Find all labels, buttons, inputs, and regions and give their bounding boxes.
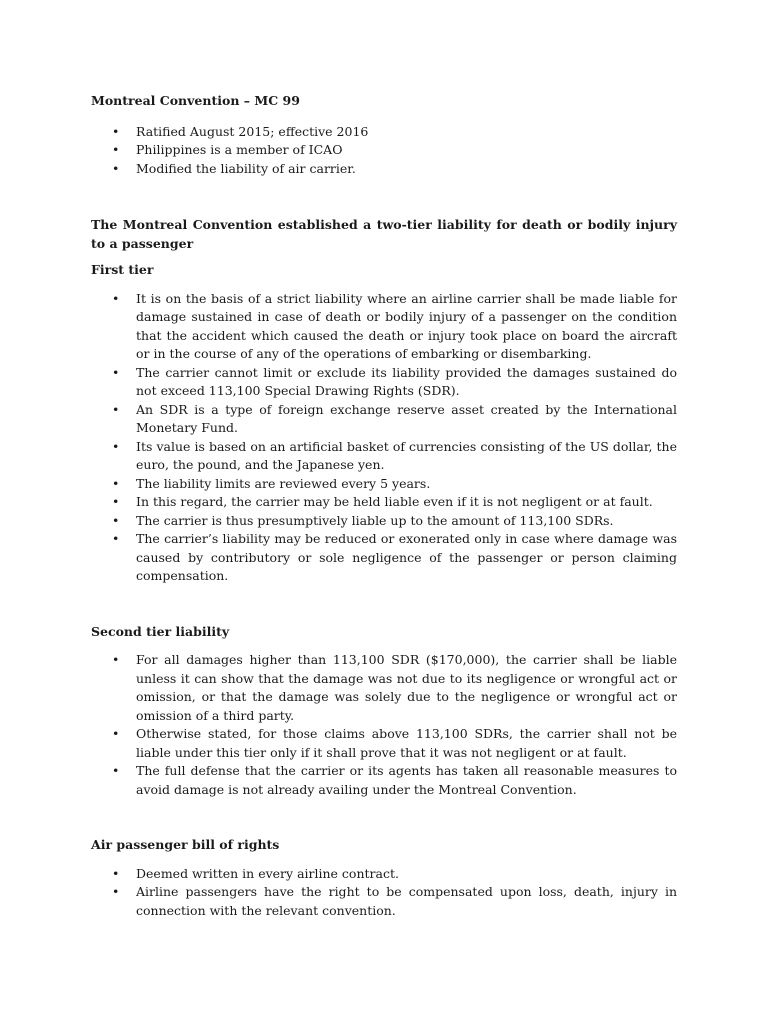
list-item: • Its value is based on an artificial basket of currencies consisting of the US dollar, the euro, the pound, and the Japanese yen. <box>91 438 677 475</box>
montreal-convention-list <box>91 123 677 179</box>
list-item: • The carrier’s liability may be reduced or exonerated only in case where damage was caused by contributory or sole negligence of the passenger or person claiming compensation. <box>91 530 677 586</box>
list-item: • In this regard, the carrier may be held liable even if it is not negligent or at fault. <box>91 493 677 512</box>
list-item: • Deemed written in every airline contract. <box>91 865 677 884</box>
list-item: • The full defense that the carrier or its agents has taken all reasonable measures to avoid damage is not already availing under the Montreal Convention. <box>91 762 677 799</box>
bill-of-rights-list <box>91 865 677 921</box>
montreal-convention-heading: Montreal Convention – MC 99 <box>91 93 300 108</box>
first-tier-heading: First tier <box>91 262 154 277</box>
list-item: • The liability limits are reviewed every 5 years. <box>91 475 677 494</box>
list-item: • Philippines is a member of ICAO <box>91 141 677 160</box>
two-tier-intro-heading: The Montreal Convention established a two-tier liability for death or bodily injury to a passenger <box>91 217 677 251</box>
list-item: • An SDR is a type of foreign exchange reserve asset created by the International Monetary Fund. <box>91 401 677 438</box>
list-item: • Otherwise stated, for those claims above 113,100 SDRs, the carrier shall not be liable under this tier only if it shall prove that it was not negligent or at fault. <box>91 725 677 762</box>
second-tier-list <box>91 651 677 799</box>
list-item: • Ratified August 2015; effective 2016 <box>91 123 677 142</box>
list-item: • It is on the basis of a strict liability where an airline carrier shall be made liable for damage sustained in case of death or bodily injury of a passenger on the condition that the accident which caused the death or injury took place on board the aircraft or in the course of any of the operations of embarking or disembarking. <box>91 290 677 364</box>
list-item: • Modified the liability of air carrier. <box>91 160 677 179</box>
list-item: • Airline passengers have the right to be compensated upon loss, death, injury in connection with the relevant convention. <box>91 883 677 920</box>
document-content <box>91 92 677 920</box>
first-tier-list <box>91 290 677 586</box>
bill-of-rights-heading: Air passenger bill of rights <box>91 837 280 852</box>
second-tier-heading: Second tier liability <box>91 623 230 639</box>
list-item: • For all damages higher than 113,100 SDR ($170,000), the carrier shall be liable unless it can show that the damage was not due to its negligence or wrongful act or omission, or that the damage was solely due to the negligence or wrongful act or omission of a third party. <box>91 651 677 725</box>
list-item: • The carrier is thus presumptively liable up to the amount of 113,100 SDRs. <box>91 512 677 531</box>
list-item: • The carrier cannot limit or exclude its liability provided the damages sustained do not exceed 113,100 Special Drawing Rights (SDR). <box>91 364 677 401</box>
